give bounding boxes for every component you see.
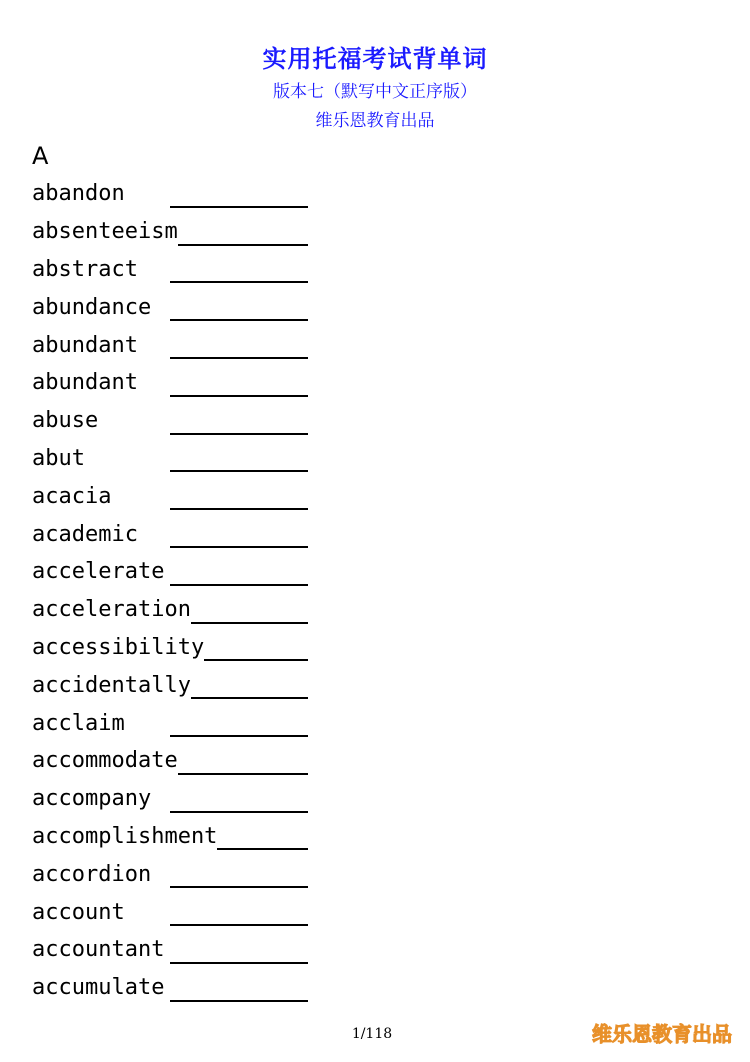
- vocabulary-word: acceleration: [32, 597, 191, 623]
- word-row: [32, 364, 312, 402]
- page-number: 1/118: [351, 1026, 393, 1042]
- word-row: [32, 969, 312, 1007]
- answer-blank: [170, 1000, 308, 1002]
- vocabulary-word: accomplishment: [32, 823, 218, 849]
- answer-blank: [170, 395, 308, 397]
- answer-blank: [170, 811, 308, 813]
- word-row: [32, 742, 312, 780]
- answer-blank: [191, 697, 308, 699]
- answer-blank: [170, 962, 308, 964]
- word-row: [32, 931, 312, 969]
- word-row: [32, 440, 312, 478]
- answer-blank: [170, 508, 308, 510]
- word-row: [32, 402, 312, 440]
- vocabulary-word: accordion: [32, 861, 152, 887]
- vocabulary-word: abundant: [32, 332, 138, 358]
- answer-blank: [204, 659, 308, 661]
- vocabulary-word: absenteeism: [32, 219, 178, 245]
- word-row: [32, 629, 312, 667]
- answer-blank: [170, 281, 308, 283]
- vocabulary-word: accidentally: [32, 672, 191, 698]
- vocabulary-word: accumulate: [32, 975, 165, 1001]
- vocabulary-word: academic: [32, 521, 138, 547]
- document-title: 实用托福考试背单词: [262, 45, 488, 73]
- vocabulary-word: acacia: [32, 483, 112, 509]
- vocabulary-word: abstract: [32, 256, 138, 282]
- vocabulary-word: abundant: [32, 370, 138, 396]
- vocabulary-word: abandon: [32, 181, 125, 207]
- answer-blank: [170, 470, 308, 472]
- answer-blank: [217, 848, 308, 850]
- answer-blank: [178, 244, 308, 246]
- answer-blank: [170, 735, 308, 737]
- vocabulary-word: acclaim: [32, 710, 125, 736]
- document-subtitle: 版本七（默写中文正序版）: [273, 82, 477, 102]
- section-letter: A: [32, 142, 49, 170]
- answer-blank: [178, 773, 308, 775]
- vocabulary-word: abundance: [32, 294, 152, 320]
- answer-blank: [170, 357, 308, 359]
- answer-blank: [170, 206, 308, 208]
- word-row: [32, 477, 312, 515]
- word-row: [32, 893, 312, 931]
- word-row: [32, 591, 312, 629]
- word-row: [32, 175, 312, 213]
- vocabulary-word: accountant: [32, 937, 165, 963]
- answer-blank: [191, 622, 308, 624]
- word-row: [32, 666, 312, 704]
- answer-blank: [170, 584, 308, 586]
- word-row: [32, 288, 312, 326]
- vocabulary-word: accessibility: [32, 634, 205, 660]
- word-row: [32, 326, 312, 364]
- vocabulary-word: accelerate: [32, 559, 165, 585]
- word-row: [32, 780, 312, 818]
- answer-blank: [170, 546, 308, 548]
- word-row: [32, 553, 312, 591]
- answer-blank: [170, 319, 308, 321]
- document-header: [0, 40, 750, 136]
- answer-blank: [170, 433, 308, 435]
- publisher-line: 维乐恩教育出品: [315, 111, 435, 131]
- word-list: [32, 175, 312, 1007]
- answer-blank: [170, 886, 308, 888]
- vocabulary-word: accompany: [32, 786, 152, 812]
- word-row: [32, 855, 312, 893]
- vocabulary-word: account: [32, 899, 125, 925]
- word-row: [32, 251, 312, 289]
- vocabulary-word: accommodate: [32, 748, 178, 774]
- publisher-watermark: 维乐恩教育出品: [592, 1022, 732, 1046]
- word-row: [32, 818, 312, 856]
- word-row: [32, 515, 312, 553]
- vocabulary-word: abut: [32, 445, 85, 471]
- word-row: [32, 704, 312, 742]
- vocabulary-word: abuse: [32, 408, 99, 434]
- answer-blank: [170, 924, 308, 926]
- word-row: [32, 213, 312, 251]
